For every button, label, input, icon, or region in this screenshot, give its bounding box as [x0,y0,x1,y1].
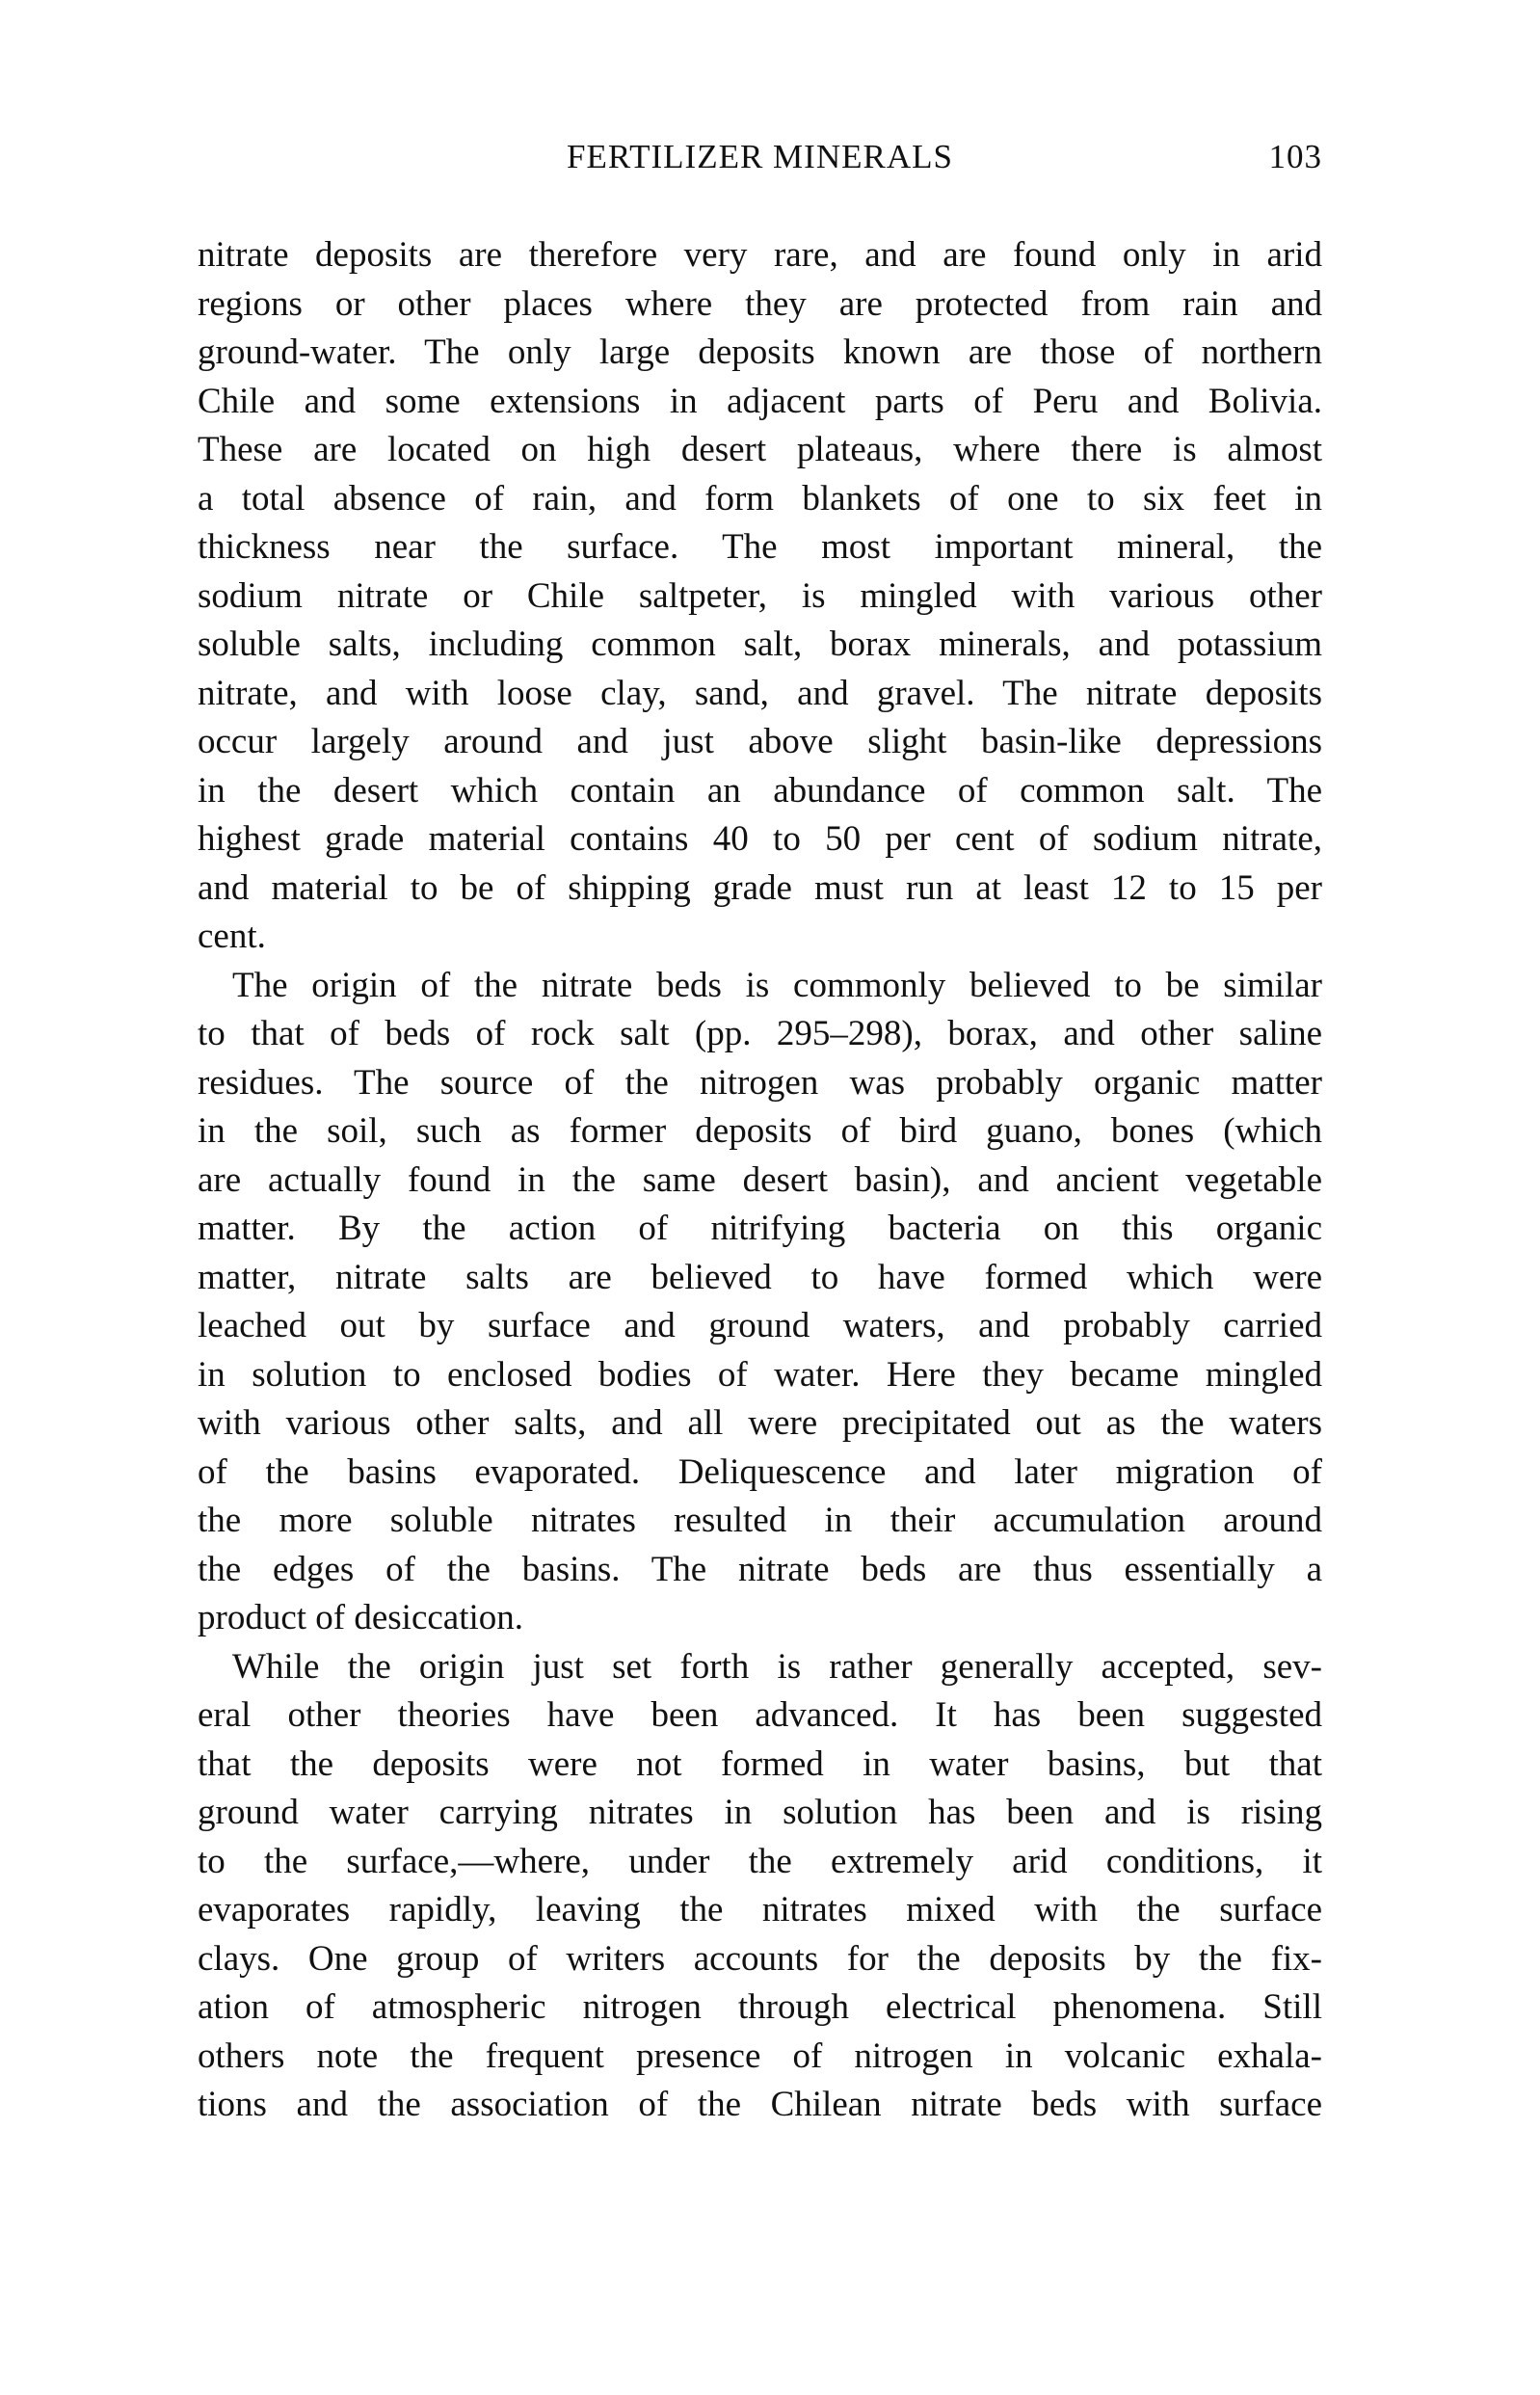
text-line: and material to be of shipping grade must run at least 12 to 15 per [198,867,1322,908]
text-line: in the desert which contain an abundance of common salt. The [198,770,1322,811]
text-line: of the basins evaporated. Deliquescence and later migration of [198,1451,1322,1492]
text-line: with various other salts, and all were precipitated out as the waters [198,1403,1322,1443]
text-line: cent. [198,917,266,956]
text-line: matter, nitrate salts are believed to have formed which were [198,1257,1322,1297]
text-line: others note the frequent presence of nitrogen in volcanic exhala- [198,2036,1322,2076]
text-line: tions and the association of the Chilean nitrate beds with surface [198,2085,1322,2124]
text-line: residues. The source of the nitrogen was probably organic matter [198,1062,1322,1103]
text-line: to the surface,—where, under the extremely arid conditions, it [198,1841,1322,1881]
text-line: matter. By the action of nitrifying bacteria on this organic [198,1209,1322,1248]
paragraph-1 [198,231,1322,962]
text-line: nitrate deposits are therefore very rare, and are found only in arid [198,235,1322,275]
text-line: soluble salts, including common salt, borax minerals, and potassium [198,625,1322,664]
text-line: occur largely around and just above slight basin-like depressions [198,722,1322,761]
running-head-title: FERTILIZER MINERALS [567,138,953,175]
text-line: are actually found in the same desert basin), and ancient vegetable [198,1159,1322,1200]
text-line: the edges of the basins. The nitrate beds are thus essentially a [198,1549,1322,1589]
text-line: thickness near the surface. The most important mineral, the [198,527,1322,567]
text-line: a total absence of rain, and form blankets of one to six feet in [198,478,1322,519]
text-line: in solution to enclosed bodies of water. Here they became mingled [198,1354,1322,1395]
text-line: the more soluble nitrates resulted in their accumulation around [198,1501,1322,1540]
text-line: leached out by surface and ground waters, and probably carried [198,1306,1322,1345]
text-line: to that of beds of rock salt (pp. 295–298), borax, and other saline [198,1014,1322,1053]
text-line: eral other theories have been advanced. It has been suggested [198,1695,1322,1735]
text-line: The origin of the nitrate beds is commonly believed to be similar [232,965,1322,1005]
text-line: evaporates rapidly, leaving the nitrates mixed with the surface [198,1890,1322,1929]
text-line: ground water carrying nitrates in solution has been and is rising [198,1793,1322,1832]
text-line: ation of atmospheric nitrogen through electrical phenomena. Still [198,1987,1322,2027]
text-line: clays. One group of writers accounts for the deposits by the fix- [198,1938,1322,1979]
text-line: Chile and some extensions in adjacent parts of Peru and Bolivia. [198,381,1322,421]
paragraph-3 [198,1643,1322,2130]
text-line: These are located on high desert plateaus, where there is almost [198,430,1322,469]
text-line: sodium nitrate or Chile saltpeter, is mingled with various other [198,575,1322,616]
text-line: regions or other places where they are protected from rain and [198,283,1322,324]
text-line: product of desiccation. [198,1598,524,1637]
paragraph-2 [198,962,1322,1643]
text-line: ground-water. The only large deposits known are those of northern [198,333,1322,372]
text-line: in the soil, such as former deposits of bird guano, bones (which [198,1111,1322,1151]
text-line: that the deposits were not formed in water basins, but that [198,1743,1322,1784]
body-text [198,231,1322,2130]
running-head [198,133,1322,181]
text-line: nitrate, and with loose clay, sand, and gravel. The nitrate deposits [198,673,1322,713]
page-number: 103 [1268,138,1322,175]
text-line: While the origin just set forth is rather generally accepted, sev- [232,1646,1322,1687]
text-line: highest grade material contains 40 to 50 per cent of sodium nitrate, [198,819,1322,859]
